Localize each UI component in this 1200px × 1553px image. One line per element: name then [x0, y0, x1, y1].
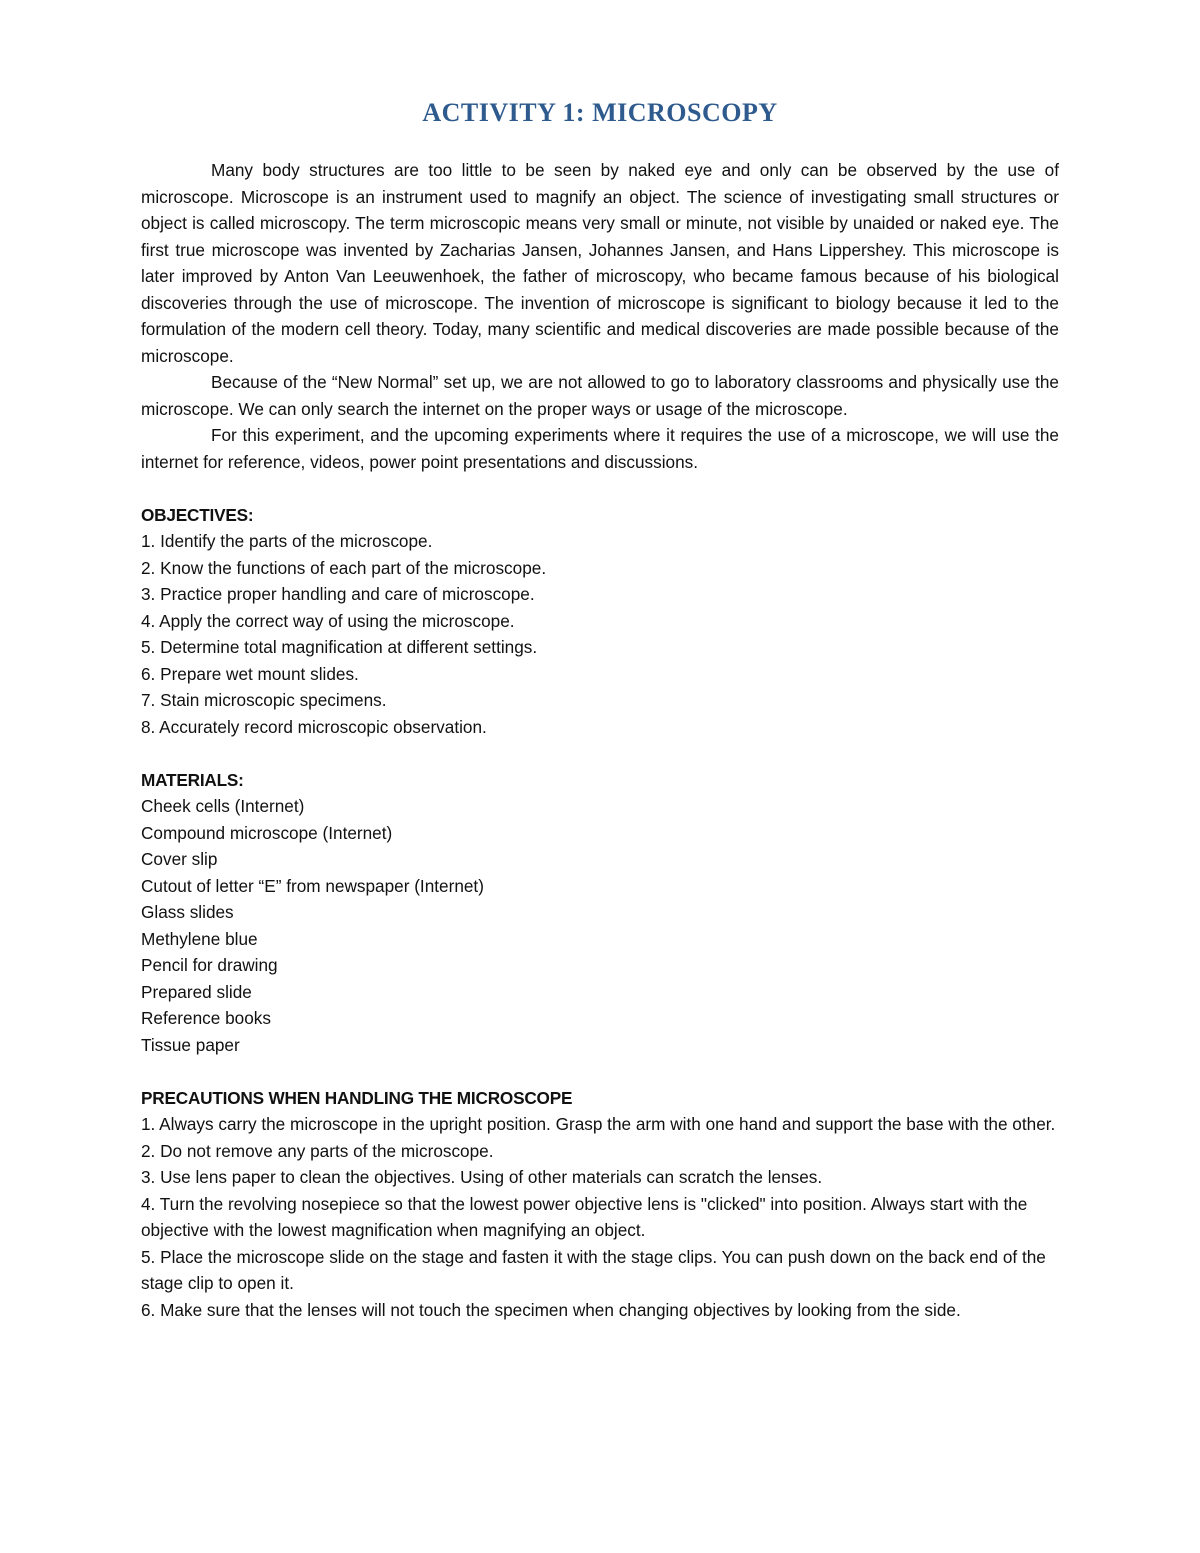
material-item: Tissue paper [141, 1034, 240, 1055]
objective-item: 4. Apply the correct way of using the microscope. [141, 610, 515, 631]
objective-item: 6. Prepare wet mount slides. [141, 663, 359, 684]
objective-item: 2. Know the functions of each part of the microscope. [141, 557, 547, 578]
spacer [141, 475, 1059, 502]
material-item: Cheek cells (Internet) [141, 796, 305, 816]
spacer [141, 740, 1059, 767]
material-item: Reference books [141, 1008, 271, 1028]
precaution-item: 2. Do not remove any parts of the microscope. [141, 1140, 494, 1161]
material-item: Glass slides [141, 902, 234, 922]
precaution-item: 3. Use lens paper to clean the objectives. Using of other materials can scratch the lenses. [141, 1167, 823, 1187]
material-item: Prepared slide [141, 981, 252, 1002]
intro-paragraph: Many body structures are too little to be seen by naked eye and only can be observed by the use of microscope. Microscope is an instrument used to magnify an object. The science of investigating small structures or object is called microscopy. The term microscopic means very small or minute, not visible by unaided or naked eye. The first true microscope was invented by Zacharias Jansen, Johannes Jansen, and Hans Lippershey. This microscope is later improved by Anton Van Leeuwenhoek, the father of microscopy, who became famous because of his biological discoveries through the use of microscope. The invention of microscope is significant to biology because it led to the formulation of the modern cell theory. Today, many scientific and medical discoveries are made possible because of the microscope. [141, 160, 1059, 366]
intro-paragraph: For this experiment, and the upcoming experiments where it requires the use of a microscope, we will use the internet for reference, videos, power point presentations and discussions. [141, 425, 1059, 472]
material-item: Cover slip [141, 849, 218, 869]
precaution-item: 1. Always carry the microscope in the upright position. Grasp the arm with one hand and support the base with the other. [141, 1114, 1056, 1134]
objectives-list [141, 528, 1059, 740]
materials-list [141, 793, 1059, 1058]
precaution-item: 5. Place the microscope slide on the stage and fasten it with the stage clips. You can push down on the back end of the stage clip to open it. [141, 1246, 1046, 1293]
precautions-heading: PRECAUTIONS WHEN HANDLING THE MICROSCOPE [141, 1087, 573, 1108]
material-item: Pencil for drawing [141, 955, 278, 975]
spacer [141, 1058, 1059, 1085]
materials-heading: MATERIALS: [141, 769, 244, 790]
objective-item: 1. Identify the parts of the microscope. [141, 531, 433, 551]
precaution-item: 6. Make sure that the lenses will not touch the specimen when changing objectives by looking from the side. [141, 1299, 961, 1320]
material-item: Cutout of letter “E” from newspaper (Internet) [141, 875, 484, 896]
intro-paragraph: Because of the “New Normal” set up, we are not allowed to go to laboratory classrooms and physically use the microscope. We can only search the internet on the proper ways or usage of the microscope. [141, 372, 1059, 419]
precautions-list [141, 1111, 1059, 1323]
objective-item: 8. Accurately record microscopic observation. [141, 716, 487, 737]
objective-item: 3. Practice proper handling and care of microscope. [141, 584, 535, 604]
precaution-item: 4. Turn the revolving nosepiece so that the lowest power objective lens is "clicked" into position. Always start with the objective with the lowest magnification when magnifying an object. [141, 1193, 1028, 1240]
objectives-heading: OBJECTIVES: [141, 504, 254, 525]
objective-item: 7. Stain microscopic specimens. [141, 690, 387, 710]
material-item: Compound microscope (Internet) [141, 822, 393, 843]
objective-item: 5. Determine total magnification at different settings. [141, 637, 538, 657]
page-title: ACTIVITY 1: MICROSCOPY [422, 98, 778, 127]
material-item: Methylene blue [141, 928, 258, 949]
document-page [141, 96, 1059, 1323]
